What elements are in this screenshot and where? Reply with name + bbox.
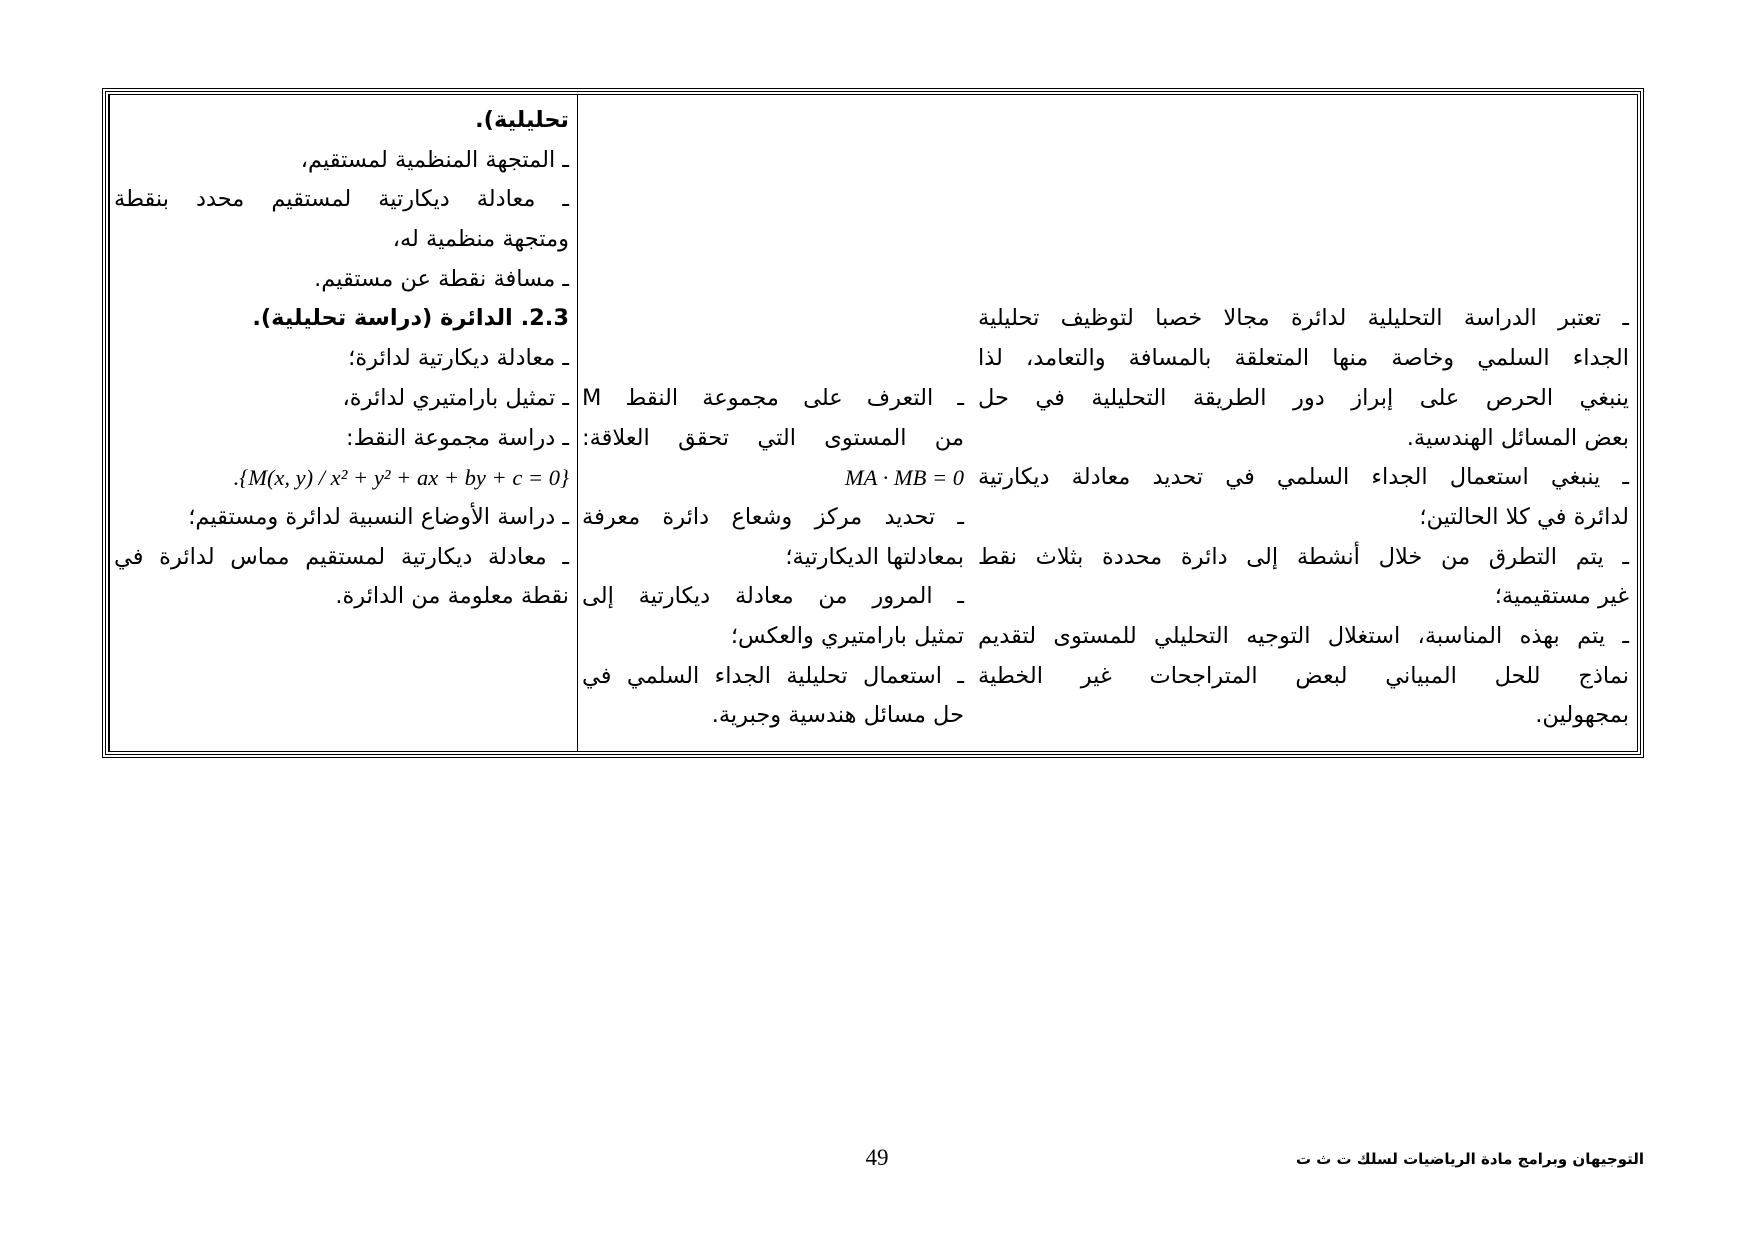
notes-line: ـ يتم بهذه المناسبة، استغلال التوجيه التحليلي للمستوى لتقديم (978, 622, 1629, 649)
notes-line: غير مستقيمية؛ (1494, 583, 1629, 610)
skills-line: ـ المرور من معادلة ديكارتية إلى (582, 583, 964, 610)
skills-line: من المستوى التي تحقق العلاقة: (582, 424, 964, 451)
skills-line: ـ استعمال تحليلية الجداء السلمي في (582, 662, 964, 689)
skills-line: ـ تحديد مركز وشعاع دائرة معرفة (582, 503, 964, 530)
circle-set-formula: .{M(x, y) / x² + y² + ax + by + c = 0} (233, 465, 569, 491)
skills-line: حل مسائل هندسية وجبرية. (711, 702, 964, 729)
notes-line: الجداء السلمي وخاصة منها المتعلقة بالمسافة والتعامد، لذا (978, 345, 1629, 372)
skills-line: تمثيل بارامتيري والعكس؛ (730, 622, 964, 649)
curriculum-table-body (108, 94, 1638, 752)
content-section-heading: 2.3. الدائرة (دراسة تحليلية). (252, 305, 569, 332)
content-line: ـ تمثيل بارامتيري لدائرة، (342, 384, 569, 411)
content-line: ـ دراسة الأوضاع النسبية لدائرة ومستقيم؛ (188, 503, 569, 530)
skills-line: ـ التعرف على مجموعة النقط M (582, 384, 964, 411)
notes-line: نماذج للحل المبياني لبعض المتراجحات غير الخطية (978, 662, 1629, 689)
content-line: ـ دراسة مجموعة النقط: (345, 424, 569, 451)
content-line: ومتجهة منظمية له، (392, 226, 569, 253)
page-number: 49 (865, 1145, 889, 1170)
content-line: نقطة معلومة من الدائرة. (335, 583, 569, 610)
content-line: ـ معادلة ديكارتية لمستقيم محدد بنقطة (114, 186, 569, 213)
curriculum-table (102, 88, 1644, 758)
notes-line: بعض المسائل الهندسية. (1406, 424, 1629, 451)
notes-line: بمجهولين. (1535, 702, 1629, 729)
skills-formula (582, 458, 964, 498)
content-line-heading-continued: تحليلية). (475, 107, 569, 133)
notes-line: ـ ينبغي استعمال الجداء السلمي في تحديد معادلة ديكارتية (978, 464, 1629, 491)
notes-line: ـ يتم التطرق من خلال أنشطة إلى دائرة محددة بثلاث نقط (978, 543, 1629, 570)
scalar-product-formula: MA · MB = 0 (844, 465, 964, 491)
skills-line: بمعادلتها الديكارتية؛ (785, 543, 964, 570)
notes-column (972, 95, 1637, 751)
content-line: ـ معادلة ديكارتية لمستقيم مماس لدائرة في (114, 543, 569, 570)
notes-line: ـ تعتبر الدراسة التحليلية لدائرة مجالا خصبا لتوظيف تحليلية (978, 305, 1629, 332)
content-column (109, 95, 577, 751)
notes-line: لدائرة في كلا الحالتين؛ (1419, 503, 1629, 530)
notes-line: ينبغي الحرص على إبراز دور الطريقة التحليلية في حل (978, 384, 1629, 411)
content-formula (114, 458, 569, 498)
footer-document-title: التوجيهان وبرامج مادة الرياضيات لسلك ت ث ت (1295, 1150, 1644, 1168)
content-line: ـ المتجهة المنظمية لمستقيم، (300, 146, 569, 173)
content-line: ـ مسافة نقطة عن مستقيم. (314, 265, 569, 292)
content-line: ـ معادلة ديكارتية لدائرة؛ (348, 345, 569, 372)
skills-column (577, 95, 972, 751)
